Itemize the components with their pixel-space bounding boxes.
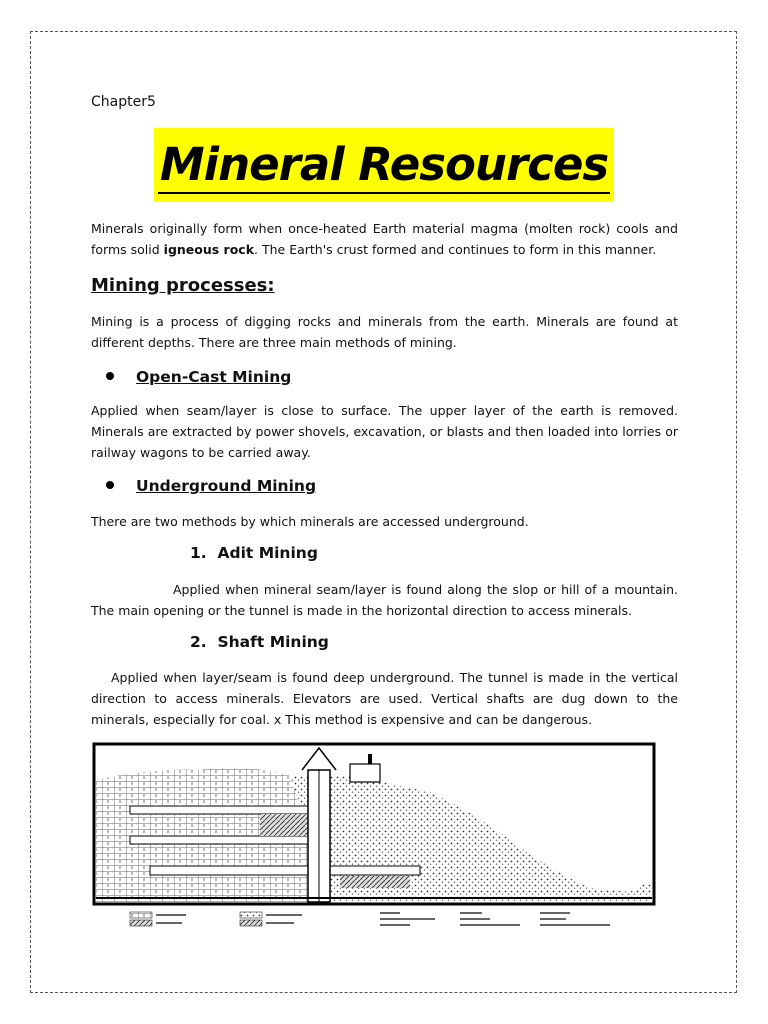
chapter-label: Chapter5 [91,94,156,110]
title-underline [158,192,610,194]
shaft-heading: 2. Shaft Mining [190,633,329,651]
open-cast-paragraph: Applied when seam/layer is close to surface. The upper layer of the earth is removed. Minerals are extracted by power shovels, excavation, or blasts and then loaded into lorries or railway wagons to be carried away. [91,403,678,460]
mine-cross-section-illustration [90,740,657,928]
bullet-icon [106,481,114,489]
igneous-rock-bold: igneous rock [163,242,255,257]
mine-cross-section-figure [90,740,657,928]
intro-paragraph: Minerals originally form when once-heated Earth material magma (molten rock) cools and forms solid igneous rock. The Earth's crust formed and continues to form in this manner. [91,221,678,257]
page-title: Mineral Resources [159,138,609,191]
bullet-icon [106,372,114,380]
open-cast-heading: Open-Cast Mining [106,368,291,386]
underground-heading: Underground Mining [106,477,316,495]
underground-paragraph: There are two methods by which minerals are accessed underground. [91,514,529,529]
adit-heading: 1. Adit Mining [190,544,318,562]
shaft-paragraph: Applied when layer/seam is found deep underground. The tunnel is made in the vertical direction to access minerals. Elevators are used. Vertical shafts are dug down to the minerals, especially for coal. x This method is expensive and can be dangerous. [91,670,678,727]
title-highlight [154,128,614,202]
mining-paragraph: Mining is a process of digging rocks and minerals from the earth. Minerals are found at different depths. There are three main methods of mining. [91,314,678,350]
mining-processes-heading: Mining processes: [91,275,275,296]
adit-paragraph: Applied when mineral seam/layer is found along the slop or hill of a mountain. The main opening or the tunnel is made in the horizontal direction to access minerals. [91,582,678,618]
